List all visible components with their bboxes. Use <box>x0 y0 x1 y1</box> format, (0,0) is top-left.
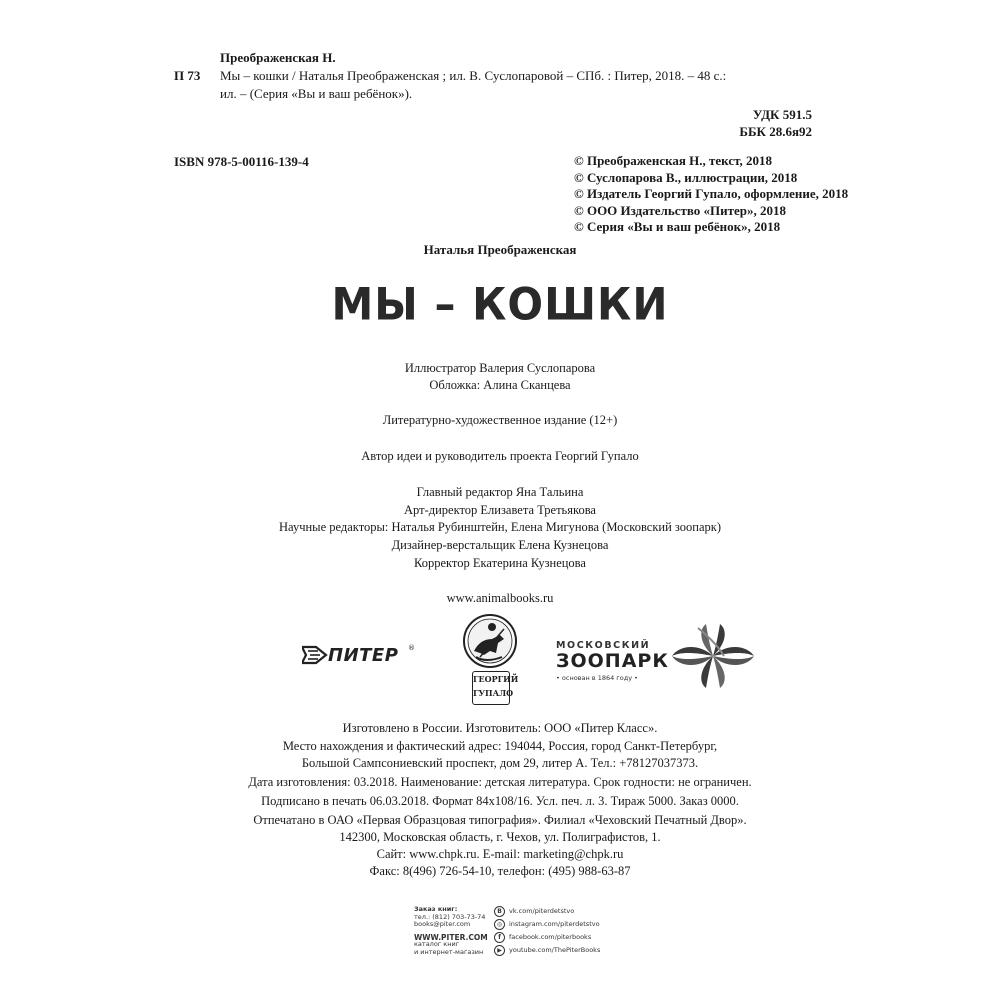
social-row-instagram[interactable] <box>494 918 624 931</box>
footer-order-block <box>414 906 494 956</box>
copyright-line: © Издатель Георгий Гупало, оформление, 2018 <box>574 186 849 201</box>
imprint-line: Место нахождения и фактический адрес: 194044, Россия, город Санкт-Петербург, <box>282 739 718 753</box>
imprint-line: Сайт: www.chpk.ru. E-mail: marketing@chpk.ru <box>376 847 624 861</box>
bbk-code: ББК 28.6я92 <box>739 124 812 139</box>
credit-chief-editor: Главный редактор Яна Тальина <box>416 485 584 499</box>
catalog-index-code: П 73 <box>174 68 201 83</box>
gupalo-logo-line1: ГЕОРГИЙ <box>473 674 519 684</box>
social-link[interactable]: vk.com/piterdetstvo <box>509 906 575 915</box>
facebook-icon: f <box>494 932 505 943</box>
imprint-line: Отпечатано в ОАО «Первая Образцовая типография». Филиал «Чеховский Печатный Двор». <box>253 813 747 827</box>
catalog-entry-line2: ил. – (Серия «Вы и ваш ребёнок»). <box>220 86 413 101</box>
zoo-logo-since: • основан в 1864 году • <box>556 674 638 682</box>
copyright-line: © Серия «Вы и ваш ребёнок», 2018 <box>574 219 781 234</box>
credit-cover: Обложка: Алина Сканцева <box>429 378 571 392</box>
zoo-logo-line2: ЗООПАРК <box>556 650 669 672</box>
imprint-line: Подписано в печать 06.03.2018. Формат 84x108/16. Усл. печ. л. 3. Тираж 5000. Заказ 0000. <box>261 794 739 808</box>
social-row-facebook[interactable] <box>494 931 624 944</box>
piter-logo-icon <box>302 645 330 665</box>
credit-proofreader: Корректор Екатерина Кузнецова <box>414 556 586 570</box>
imprint-line: Факс: 8(496) 726-54-10, телефон: (495) 988-63-87 <box>369 864 631 878</box>
footer-order-email: books@piter.com <box>414 920 471 928</box>
social-link[interactable]: facebook.com/piterbooks <box>509 932 592 941</box>
moscow-zoo-logo <box>556 640 669 690</box>
footer-order-label: Заказ книг: <box>414 905 458 913</box>
piter-logo-text: ПИТЕР <box>328 645 399 666</box>
zoo-emblem-icon <box>668 622 758 690</box>
gupalo-logo-box <box>472 671 519 705</box>
footer-order-phone: тел.: (812) 703-73-74 <box>414 912 486 921</box>
imprint-line: Дата изготовления: 03.2018. Наименование: детская литература. Срок годности: не ограничен. <box>248 775 752 789</box>
footer-site-desc: каталог книг <box>414 940 460 948</box>
social-row-vk[interactable] <box>494 905 624 918</box>
credit-idea-author: Автор идеи и руководитель проекта Георгий Гупало <box>361 449 639 463</box>
gupalo-logo-line2: ГУПАЛО <box>473 688 514 698</box>
website-link[interactable]: www.animalbooks.ru <box>446 591 554 605</box>
piter-logo <box>302 642 417 668</box>
social-row-youtube[interactable] <box>494 944 624 957</box>
gupalo-logo <box>462 613 518 705</box>
credit-science-editors: Научные редакторы: Наталья Рубинштейн, Елена Мигунова (Московский зоопарк) <box>279 520 721 534</box>
instagram-icon: ◎ <box>494 919 505 930</box>
footer-social-list <box>494 905 624 957</box>
author-name: Наталья Преображенская <box>423 242 577 257</box>
credit-layout-designer: Дизайнер-верстальщик Елена Кузнецова <box>391 538 609 552</box>
catalog-author-heading: Преображенская Н. <box>220 50 336 65</box>
copyright-line: © ООО Издательство «Питер», 2018 <box>574 202 787 218</box>
copyright-line: © Суслопарова В., иллюстрации, 2018 <box>574 169 798 185</box>
social-link[interactable]: instagram.com/piterdetstvo <box>509 919 600 928</box>
youtube-icon: ▶ <box>494 945 505 956</box>
piter-logo-reg: ® <box>408 644 415 652</box>
book-title: МЫ – КОШКИ <box>331 278 669 331</box>
social-link[interactable]: youtube.com/ThePiterBooks <box>509 945 601 954</box>
catalog-entry-line1: Мы – кошки / Наталья Преображенская ; ил. В. Суслопаровой – СПб. : Питер, 2018. – 48 с.: <box>220 68 727 83</box>
credit-art-director: Арт-директор Елизавета Третьякова <box>404 503 596 517</box>
edition-type: Литературно-художественное издание (12+) <box>382 413 618 427</box>
footer-site-desc: и интернет-магазин <box>414 947 484 956</box>
isbn: ISBN 978-5-00116-139-4 <box>174 154 309 169</box>
copyright-line: © Преображенская Н., текст, 2018 <box>574 153 773 168</box>
saint-george-emblem-icon <box>462 613 518 669</box>
copyright-list <box>574 153 848 236</box>
credit-illustrator: Иллюстратор Валерия Суслопарова <box>404 361 596 375</box>
imprint-line: Большой Сампсониевский проспект, дом 29, литер А. Тел.: +78127037373. <box>301 756 699 770</box>
zoo-logo-line1: МОСКОВСКИЙ <box>556 640 651 651</box>
vk-icon: B <box>494 906 505 917</box>
imprint-line: 142300, Московская область, г. Чехов, ул. Полиграфистов, 1. <box>339 830 661 844</box>
udk-code: УДК 591.5 <box>752 107 812 122</box>
footer-site[interactable]: WWW.PITER.COM <box>414 932 488 942</box>
imprint-line: Изготовлено в России. Изготовитель: ООО «Питер Класс». <box>342 721 658 735</box>
